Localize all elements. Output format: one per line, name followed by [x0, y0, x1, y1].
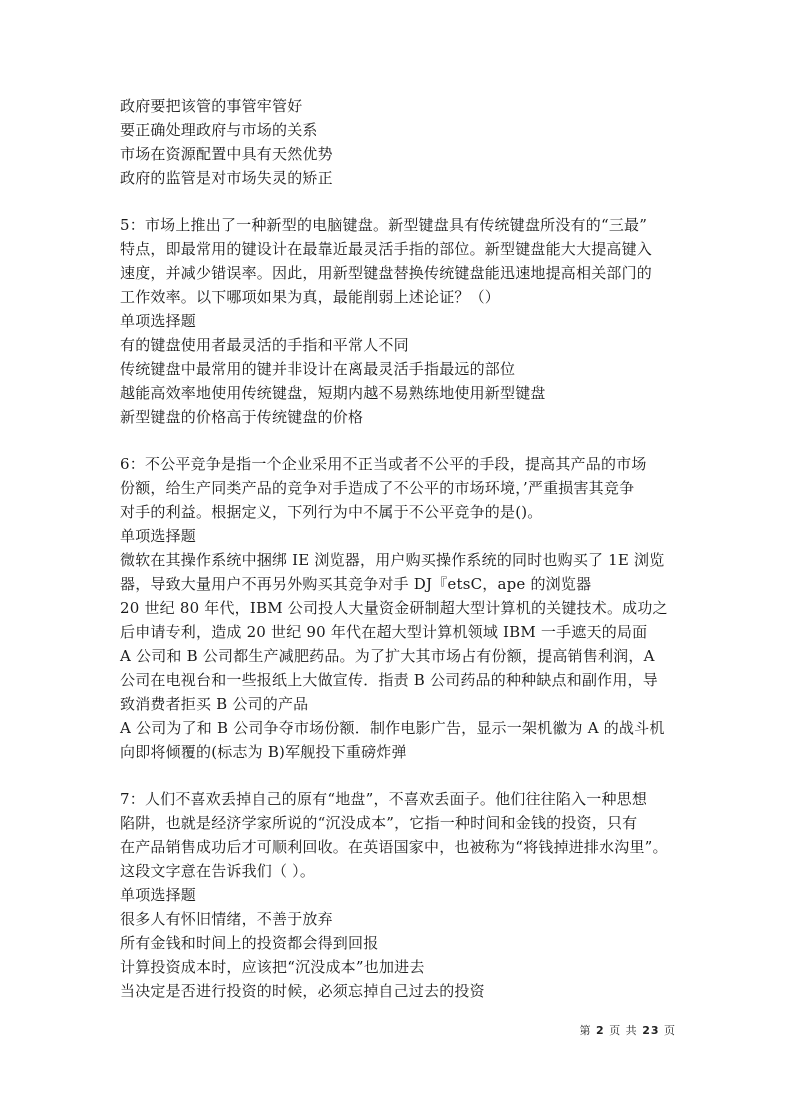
option-line: 政府的监管是对市场失灵的矫正	[120, 169, 333, 187]
question-stem-line: 份额，给生产同类产品的竞争对手造成了不公平的市场环境，’严重损害其竞争	[120, 479, 635, 497]
page-total: 23	[642, 1024, 660, 1037]
question-5	[120, 213, 680, 429]
question-stem-line: 7：人们不喜欢丢掉自己的原有“地盘”，不喜欢丢面子。他们往往陷入一种思想	[120, 790, 648, 808]
option-line: 致消费者拒买 B 公司的产品	[120, 695, 309, 713]
option-line: 计算投资成本时，应该把“沉没成本”也加进去	[120, 958, 425, 976]
option-line: A 公司为了和 B 公司争夺市场份额．制作电影广告，显示一架机徽为 A 的战斗机	[120, 719, 665, 737]
footer-mid: 页 共	[609, 1024, 638, 1037]
option-line: 要正确处理政府与市场的关系	[120, 121, 318, 139]
option-line: 所有金钱和时间上的投资都会得到回报	[120, 934, 379, 952]
option-line: 公司在电视台和一些报纸上大做宣传．指责 B 公司药品的种种缺点和副作用，导	[120, 671, 658, 689]
question-stem-line: 特点，即最常用的键设计在最靠近最灵活手指的部位。新型键盘能大大提高键入	[120, 240, 653, 258]
option-line: 20 世纪 80 年代，IBM 公司投人大量资金研制超大型计算机的关键技术。成功之	[120, 599, 668, 617]
page-number: 2	[596, 1024, 605, 1037]
question-7	[120, 787, 680, 1003]
question-stem-line: 在产品销售成功后才可顺利回收。在英语国家中，也被称为“将钱掉进排水沟里”。	[120, 838, 668, 856]
document-body	[120, 94, 680, 1003]
option-line: 很多人有怀旧情绪，不善于放弃	[120, 910, 333, 928]
option-line: 市场在资源配置中具有天然优势	[120, 145, 333, 163]
option-line: 传统键盘中最常用的键并非设计在离最灵活手指最远的部位	[120, 360, 516, 378]
question-type: 单项选择题	[120, 527, 197, 545]
option-line: 当决定是否进行投资的时候，必须忘掉自己过去的投资	[120, 982, 485, 1000]
footer-pre: 第	[579, 1024, 592, 1037]
question-stem-line: 对手的利益。根据定义，下列行为中不属于不公平竞争的是()。	[120, 503, 543, 521]
option-line: 新型键盘的价格高于传统键盘的价格	[120, 408, 364, 426]
option-line: 越能高效率地使用传统键盘，短期内越不易熟练地使用新型键盘	[120, 384, 546, 402]
question-stem-line: 6：不公平竞争是指一个企业采用不正当或者不公平的手段，提高其产品的市场	[120, 455, 647, 473]
option-line: 器，导致大量用户不再另外购买其竞争对手 DJ『etsC，ape 的浏览器	[120, 575, 592, 593]
option-line: 后申请专利，造成 20 世纪 90 年代在超大型计算机领域 IBM 一手遮天的局面	[120, 623, 648, 641]
question-type: 单项选择题	[120, 312, 197, 330]
prev-options	[120, 94, 680, 190]
option-line: 政府要把该管的事管牢管好	[120, 97, 303, 115]
question-stem-line: 5：市场上推出了一种新型的电脑键盘。新型键盘具有传统键盘所没有的“三最”	[120, 216, 648, 234]
question-stem-line: 这段文字意在告诉我们（ ）。	[120, 862, 316, 880]
option-line: 向即将倾覆的(标志为 B)军舰投下重磅炸弹	[120, 743, 407, 761]
option-line: 微软在其操作系统中捆绑 IE 浏览器，用户购买操作系统的同时也购买了 1E 浏览	[120, 551, 665, 569]
question-stem-line: 速度，并减少错误率。因此，用新型键盘替换传统键盘能迅速地提高相关部门的	[120, 264, 653, 282]
option-line: A 公司和 B 公司都生产减肥药品。为了扩大其市场占有份额，提高销售利润，A	[120, 647, 655, 665]
option-line: 有的键盘使用者最灵活的手指和平常人不同	[120, 336, 409, 354]
question-6	[120, 452, 680, 764]
question-stem-line: 工作效率。以下哪项如果为真，最能削弱上述论证？（）	[120, 288, 501, 306]
footer-post: 页	[664, 1024, 676, 1037]
question-stem-line: 陷阱，也就是经济学家所说的“沉没成本”，它指一种时间和金钱的投资，只有	[120, 814, 638, 832]
question-type: 单项选择题	[120, 886, 197, 904]
page-footer	[580, 1022, 676, 1038]
